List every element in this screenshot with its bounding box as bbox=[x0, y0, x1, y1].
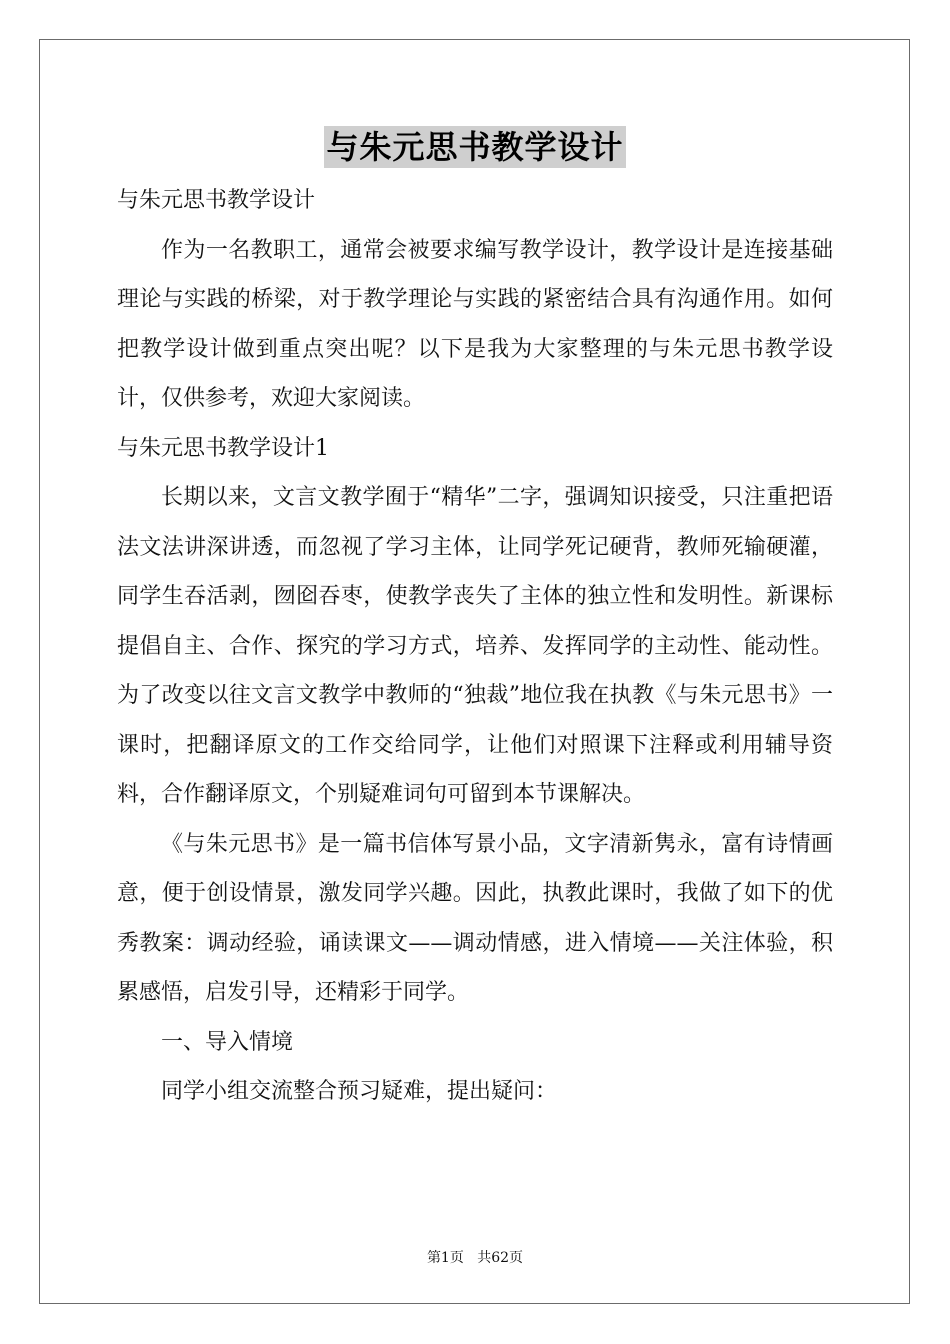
document-title-wrap bbox=[0, 126, 950, 168]
page-footer bbox=[0, 1247, 950, 1267]
page-number: 第1页 bbox=[426, 1250, 464, 1266]
document-body bbox=[117, 176, 833, 1117]
paragraph-step-heading: 一、导入情境 bbox=[161, 1029, 294, 1055]
paragraph-body-1: 长期以来，文言文教学囿于“精华”二字，强调知识接受，只注重把语法文法讲深讲透，而忽视了学习主体，让同学死记硬背，教师死输硬灌，同学生吞活剥，囫囵吞枣，使教学丧失了主体的独立性和发明性。新课标提倡自主、合作、探究的学习方式，培养、发挥同学的主动性、能动性。为了改变以往文言文教学中教师的“独裁”地位我在执教《与朱元思书》一课时，把翻译原文的工作交给同学，让他们对照课下注释或利用辅导资料，合作翻译原文，个别疑难词句可留到本节课解决。 bbox=[117, 485, 833, 807]
document-title: 与朱元思书教学设计 bbox=[326, 128, 624, 166]
page-total: 共62页 bbox=[477, 1250, 524, 1266]
paragraph-intro: 作为一名教职工，通常会被要求编写教学设计，教学设计是连接基础理论与实践的桥梁，对于教学理论与实践的紧密结合具有沟通作用。如何把教学设计做到重点突出呢？以下是我为大家整理的与朱元思书教学设计，仅供参考，欢迎大家阅读。 bbox=[117, 237, 833, 411]
paragraph-section-heading: 与朱元思书教学设计1 bbox=[117, 435, 329, 461]
paragraph-body-2: 《与朱元思书》是一篇书信体写景小品，文字清新隽永，富有诗情画意，便于创设情景，激发同学兴趣。因此，执教此课时，我做了如下的优秀教案：调动经验，诵读课文——调动情感，进入情境——关注体验，积累感悟，启发引导，还精彩于同学。 bbox=[117, 831, 833, 1005]
paragraph-subtitle: 与朱元思书教学设计 bbox=[117, 188, 316, 213]
paragraph-body-3: 同学小组交流整合预习疑难，提出疑问： bbox=[161, 1079, 558, 1104]
